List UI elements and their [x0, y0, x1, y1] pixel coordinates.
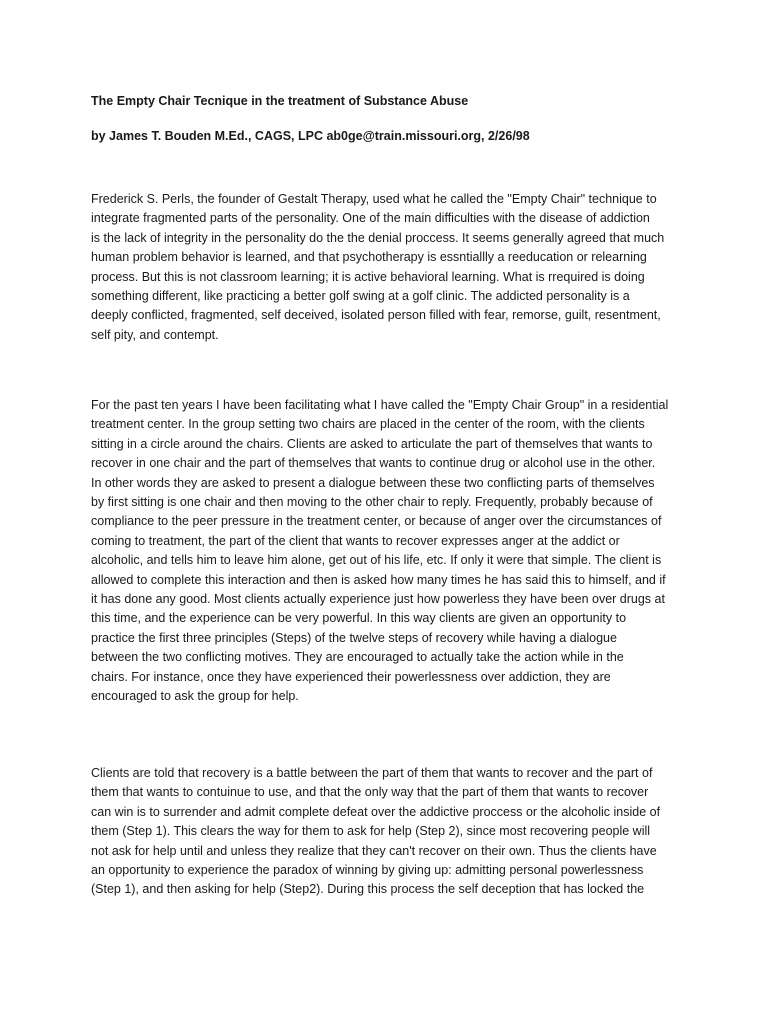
paragraph-line: process. But this is not classroom learning; it is active behavioral learning. What is rrequired is doing — [91, 269, 645, 284]
paragraph-line: compliance to the peer pressure in the treatment center, or because of anger over the circumstances of — [91, 514, 662, 529]
paragraph-line: Frederick S. Perls, the founder of Gestalt Therapy, used what he called the "Empty Chair" technique to — [91, 192, 657, 206]
paragraph-line: Clients are told that recovery is a battle between the part of them that wants to recover and the part of — [91, 766, 653, 780]
paragraph-line: not ask for help until and unless they realize that they can't recover on their own. Thus the clients have — [91, 843, 657, 858]
paragraph-1 — [91, 190, 691, 345]
paragraph-line: between the two conflicting motives. They are encouraged to actually take the action while in the — [91, 650, 624, 665]
document-title: The Empty Chair Tecnique in the treatment of Substance Abuse — [91, 94, 469, 108]
document-byline: by James T. Bouden M.Ed., CAGS, LPC ab0ge@train.missouri.org, 2/26/98 — [91, 129, 530, 143]
paragraph-line: this time, and the experience can be very powerful. In this way clients are given an opportunity to — [91, 611, 627, 626]
paragraph-line: is the lack of integrity in the personality do the the denial proccess. It seems generally agreed that much — [91, 230, 665, 245]
paragraph-line: coming to treatment, the part of the client that wants to recover expresses anger at the addict or — [91, 533, 620, 548]
paragraph-line: something different, like practicing a better golf swing at a golf clinic. The addicted personality is a — [91, 289, 630, 304]
paragraph-line: it has done any good. Most clients actually experience just how powerless they have been over drugs at — [91, 592, 665, 607]
paragraph-line: can win is to surrender and admit complete defeat over the addictive proccess or the alcoholic inside of — [91, 804, 661, 819]
paragraph-line: alcoholic, and tells him to leave him alone, get out of his life, etc. If only it were that simple. The client is — [91, 553, 662, 568]
paragraph-line: For the past ten years I have been facilitating what I have called the "Empty Chair Group" in a residential — [91, 398, 669, 412]
paragraph-line: sitting in a circle around the chairs. Clients are asked to articulate the part of themselves that wants to — [91, 436, 653, 451]
paragraph-line: allowed to complete this interaction and then is asked how many times he has said this to himself, and if — [91, 572, 666, 587]
paragraph-line: an opportunity to experience the paradox of winning by giving up: admitting personal powerlessness — [91, 863, 644, 878]
paragraph-line: practice the first three principles (Steps) of the twelve steps of recovery while having a dialogue — [91, 630, 617, 645]
paragraph-line: them that wants to contuinue to use, and that the only way that the part of them that wants to recover — [91, 785, 649, 800]
paragraph-line: human problem behavior is learned, and that psychotherapy is essntiallly a reeducation or relearning — [91, 250, 647, 265]
paragraph-line: (Step 1), and then asking for help (Step2). During this process the self deception that has locked the — [91, 882, 645, 897]
paragraph-line: deeply conflicted, fragmented, self deceived, isolated person filled with fear, remorse, guilt, resentment, — [91, 308, 661, 323]
paragraph-line: chairs. For instance, once they have experienced their powerlessness over addiction, they are — [91, 669, 611, 684]
paragraph-line: self pity, and contempt. — [91, 327, 219, 342]
paragraph-line: them (Step 1). This clears the way for them to ask for help (Step 2), since most recovering people will — [91, 824, 651, 839]
paragraph-line: In other words they are asked to present a dialogue between these two conflicting parts of themselves — [91, 475, 655, 490]
paragraph-2 — [91, 396, 691, 707]
paragraph-line: treatment center. In the group setting two chairs are placed in the center of the room, with the clients — [91, 417, 645, 432]
paragraph-3 — [91, 764, 691, 900]
paragraph-line: recover in one chair and the part of themselves that wants to continue drug or alcohol use in the other. — [91, 456, 656, 471]
paragraph-line: encouraged to ask the group for help. — [91, 689, 299, 704]
paragraph-line: integrate fragmented parts of the personality. One of the main difficulties with the disease of addiction — [91, 211, 650, 226]
paragraph-line: by first sitting is one chair and then moving to the other chair to reply. Frequently, probably because of — [91, 495, 653, 510]
